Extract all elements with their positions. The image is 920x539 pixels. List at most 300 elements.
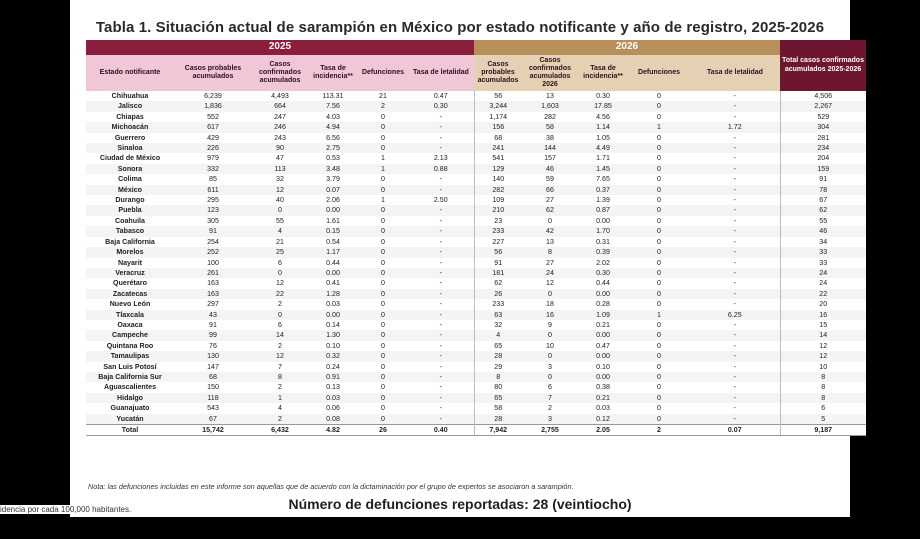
cell-total: 91 <box>780 174 866 184</box>
cell-2026-letalidad: - <box>690 341 780 351</box>
cell-2026-letalidad: - <box>690 133 780 143</box>
cell-total: 6 <box>780 403 866 413</box>
cell-2026-defunciones: 0 <box>628 216 690 226</box>
cell-2025-defunciones: 0 <box>358 268 408 278</box>
cell-2026-confirmados: 3 <box>522 362 578 372</box>
cell-2026-confirmados: 144 <box>522 143 578 153</box>
cell-total: 10 <box>780 362 866 372</box>
cell-2026-letalidad: - <box>690 351 780 361</box>
cell-total: 304 <box>780 122 866 132</box>
cell-2025-probables: 543 <box>174 403 252 413</box>
cell-2026-letalidad: - <box>690 143 780 153</box>
table-row <box>86 101 866 111</box>
cell-2026-probables: 233 <box>474 226 522 236</box>
table-row <box>86 174 866 184</box>
cell-2025-confirmados: 4 <box>252 226 308 236</box>
cell-2026-probables: 68 <box>474 133 522 143</box>
cell-state: Total <box>86 425 174 436</box>
cell-2025-defunciones: 0 <box>358 216 408 226</box>
table-row <box>86 216 866 226</box>
cell-2025-probables: 6,239 <box>174 91 252 101</box>
cell-2025-incidencia: 0.00 <box>308 205 358 215</box>
cell-2026-incidencia: 1.09 <box>578 310 628 320</box>
cell-2025-letalidad: - <box>408 112 474 122</box>
cell-2026-letalidad: - <box>690 185 780 195</box>
cell-2025-probables: 1,836 <box>174 101 252 111</box>
deaths-summary: Número de defunciones reportadas: 28 (veintiocho) <box>288 496 632 512</box>
cell-2025-confirmados: 12 <box>252 351 308 361</box>
cell-2026-letalidad: - <box>690 258 780 268</box>
cell-state: Nayarit <box>86 258 174 268</box>
cell-2025-probables: 130 <box>174 351 252 361</box>
cell-2025-defunciones: 0 <box>358 310 408 320</box>
cell-2026-incidencia: 0.00 <box>578 216 628 226</box>
year-2025-header: 2025 <box>86 40 474 55</box>
cell-state: Guerrero <box>86 133 174 143</box>
cell-2025-letalidad: - <box>408 372 474 382</box>
cell-2026-probables: 227 <box>474 237 522 247</box>
cell-2025-incidencia: 4.94 <box>308 122 358 132</box>
table-row <box>86 351 866 361</box>
cell-2026-probables: 29 <box>474 362 522 372</box>
cell-2025-defunciones: 0 <box>358 372 408 382</box>
cell-state: Coahuila <box>86 216 174 226</box>
cell-2026-defunciones: 0 <box>628 133 690 143</box>
cell-state: Michoacán <box>86 122 174 132</box>
table-row <box>86 310 866 320</box>
table-row <box>86 164 866 174</box>
cell-2025-letalidad: - <box>408 174 474 184</box>
cell-2025-incidencia: 0.06 <box>308 403 358 413</box>
cell-2026-letalidad: - <box>690 101 780 111</box>
table-row <box>86 362 866 372</box>
cell-2026-letalidad: - <box>690 91 780 101</box>
cell-state: Campeche <box>86 330 174 340</box>
cell-2025-probables: 76 <box>174 341 252 351</box>
cell-2026-letalidad: - <box>690 320 780 330</box>
cell-state: Colima <box>86 174 174 184</box>
cell-2026-confirmados: 0 <box>522 372 578 382</box>
cell-2025-letalidad: 2.13 <box>408 153 474 163</box>
cell-state: Veracruz <box>86 268 174 278</box>
cell-2025-defunciones: 0 <box>358 320 408 330</box>
cell-2025-incidencia: 0.14 <box>308 320 358 330</box>
table-row <box>86 195 866 205</box>
table-row <box>86 122 866 132</box>
cell-state: Jalisco <box>86 101 174 111</box>
cell-2025-letalidad: - <box>408 393 474 403</box>
cell-2026-confirmados: 7 <box>522 393 578 403</box>
cell-2025-letalidad: 0.88 <box>408 164 474 174</box>
cell-2025-probables: 305 <box>174 216 252 226</box>
cell-total: 8 <box>780 372 866 382</box>
cell-2025-letalidad: - <box>408 403 474 413</box>
cell-total: 234 <box>780 143 866 153</box>
cell-2025-probables: 611 <box>174 185 252 195</box>
cell-total: 8 <box>780 382 866 392</box>
cell-2025-probables: 118 <box>174 393 252 403</box>
cell-2026-letalidad: - <box>690 237 780 247</box>
cell-2025-letalidad: - <box>408 299 474 309</box>
cell-state: Morelos <box>86 247 174 257</box>
cell-2025-incidencia: 1.17 <box>308 247 358 257</box>
cell-total: 281 <box>780 133 866 143</box>
cell-2026-defunciones: 0 <box>628 351 690 361</box>
table-row <box>86 382 866 392</box>
table-title: Tabla 1. Situación actual de sarampión en México por estado notificante y año de registro, 2025-2026 <box>95 19 825 36</box>
cell-2026-letalidad: - <box>690 205 780 215</box>
cell-2025-incidencia: 0.91 <box>308 372 358 382</box>
cell-2026-defunciones: 0 <box>628 362 690 372</box>
cell-2025-defunciones: 0 <box>358 414 408 425</box>
cell-2026-confirmados: 282 <box>522 112 578 122</box>
cell-2026-incidencia: 0.21 <box>578 320 628 330</box>
cell-2026-defunciones: 0 <box>628 330 690 340</box>
cell-state: Sinaloa <box>86 143 174 153</box>
cell-2025-probables: 254 <box>174 237 252 247</box>
cell-2025-incidencia: 0.53 <box>308 153 358 163</box>
cell-2025-probables: 297 <box>174 299 252 309</box>
cell-2025-incidencia: 6.56 <box>308 133 358 143</box>
cell-2026-confirmados: 66 <box>522 185 578 195</box>
cell-2025-defunciones: 0 <box>358 289 408 299</box>
cell-total: 204 <box>780 153 866 163</box>
cell-2026-incidencia: 1.45 <box>578 164 628 174</box>
cell-2026-letalidad: - <box>690 393 780 403</box>
table-row <box>86 247 866 257</box>
cell-2025-incidencia: 0.54 <box>308 237 358 247</box>
cell-2026-probables: 7,942 <box>474 425 522 436</box>
cell-total: 34 <box>780 237 866 247</box>
cell-2025-letalidad: 2.50 <box>408 195 474 205</box>
cell-2025-defunciones: 0 <box>358 143 408 153</box>
cell-2025-letalidad: 0.47 <box>408 91 474 101</box>
cell-2026-probables: 140 <box>474 174 522 184</box>
cell-2026-probables: 28 <box>474 351 522 361</box>
cell-state: San Luis Potosí <box>86 362 174 372</box>
cell-state: Oaxaca <box>86 320 174 330</box>
cell-2026-confirmados: 0 <box>522 351 578 361</box>
cell-2025-letalidad: - <box>408 237 474 247</box>
cell-state: Ciudad de México <box>86 153 174 163</box>
cell-2026-letalidad: - <box>690 216 780 226</box>
cell-2025-defunciones: 2 <box>358 101 408 111</box>
cell-2025-incidencia: 0.41 <box>308 278 358 288</box>
col-header-2026-incidencia: Tasa de incidencia** <box>578 55 628 91</box>
col-header-2026-confirmados: Casos confirmados acumulados 2026 <box>522 55 578 91</box>
cell-2026-incidencia: 0.31 <box>578 237 628 247</box>
col-header-2026-probables: Casos probables acumulados <box>474 55 522 91</box>
cell-2025-confirmados: 22 <box>252 289 308 299</box>
cell-2026-confirmados: 8 <box>522 247 578 257</box>
cell-2025-letalidad: - <box>408 185 474 195</box>
cell-total: 4,506 <box>780 91 866 101</box>
cell-2026-defunciones: 0 <box>628 185 690 195</box>
cell-state: Chihuahua <box>86 91 174 101</box>
total-confirmed-header: Total casos confirmados acumulados 2025-2026 <box>780 40 866 91</box>
cell-total: 529 <box>780 112 866 122</box>
cell-2025-confirmados: 2 <box>252 341 308 351</box>
cell-2025-probables: 85 <box>174 174 252 184</box>
cell-total: 2,267 <box>780 101 866 111</box>
cell-2026-probables: 56 <box>474 247 522 257</box>
cell-2026-defunciones: 0 <box>628 153 690 163</box>
cell-2026-confirmados: 13 <box>522 91 578 101</box>
cell-2025-incidencia: 0.03 <box>308 393 358 403</box>
cell-2026-letalidad: - <box>690 195 780 205</box>
cell-2025-letalidad: - <box>408 205 474 215</box>
cell-state: México <box>86 185 174 195</box>
cell-2025-probables: 15,742 <box>174 425 252 436</box>
cell-2026-probables: 129 <box>474 164 522 174</box>
cell-2025-defunciones: 0 <box>358 174 408 184</box>
cell-2025-defunciones: 1 <box>358 195 408 205</box>
cell-2026-defunciones: 1 <box>628 122 690 132</box>
cell-2025-incidencia: 2.06 <box>308 195 358 205</box>
cell-2025-probables: 100 <box>174 258 252 268</box>
cell-2025-probables: 43 <box>174 310 252 320</box>
cell-2026-confirmados: 18 <box>522 299 578 309</box>
column-header-row <box>86 55 866 91</box>
table-row <box>86 299 866 309</box>
cell-2026-confirmados: 2,755 <box>522 425 578 436</box>
cell-2026-defunciones: 2 <box>628 425 690 436</box>
cell-2026-incidencia: 7.65 <box>578 174 628 184</box>
table-row <box>86 372 866 382</box>
cell-2026-letalidad: - <box>690 299 780 309</box>
cell-2026-defunciones: 0 <box>628 101 690 111</box>
year-2026-header: 2026 <box>474 40 780 55</box>
cell-2025-letalidad: 0.40 <box>408 425 474 436</box>
cell-2025-incidencia: 1.61 <box>308 216 358 226</box>
cell-total: 22 <box>780 289 866 299</box>
cell-2026-letalidad: - <box>690 372 780 382</box>
col-header-state: Estado notificante <box>86 55 174 91</box>
cell-2026-defunciones: 0 <box>628 382 690 392</box>
cell-2026-confirmados: 3 <box>522 414 578 425</box>
cell-2026-incidencia: 1.05 <box>578 133 628 143</box>
cell-2025-probables: 163 <box>174 278 252 288</box>
cell-2026-confirmados: 0 <box>522 330 578 340</box>
cell-2026-probables: 241 <box>474 143 522 153</box>
cell-2025-probables: 552 <box>174 112 252 122</box>
cell-2026-confirmados: 27 <box>522 195 578 205</box>
cell-2026-letalidad: - <box>690 382 780 392</box>
cell-2026-incidencia: 0.47 <box>578 341 628 351</box>
cell-2025-confirmados: 0 <box>252 310 308 320</box>
cell-2025-incidencia: 0.00 <box>308 268 358 278</box>
cell-2025-confirmados: 0 <box>252 268 308 278</box>
cell-2025-defunciones: 0 <box>358 226 408 236</box>
table-row <box>86 226 866 236</box>
cell-2025-confirmados: 247 <box>252 112 308 122</box>
table-row <box>86 341 866 351</box>
cell-2026-incidencia: 0.00 <box>578 330 628 340</box>
cell-2026-probables: 109 <box>474 195 522 205</box>
cell-2025-incidencia: 2.75 <box>308 143 358 153</box>
table-row <box>86 205 866 215</box>
cell-2026-letalidad: - <box>690 403 780 413</box>
cell-2025-defunciones: 21 <box>358 91 408 101</box>
cell-2026-probables: 26 <box>474 289 522 299</box>
table-row <box>86 278 866 288</box>
cell-2025-defunciones: 0 <box>358 185 408 195</box>
cell-2026-probables: 32 <box>474 320 522 330</box>
cell-2025-letalidad: - <box>408 278 474 288</box>
cell-total: 62 <box>780 205 866 215</box>
cell-2026-incidencia: 17.85 <box>578 101 628 111</box>
table-row <box>86 153 866 163</box>
cell-2025-letalidad: - <box>408 351 474 361</box>
cell-2026-probables: 3,244 <box>474 101 522 111</box>
cell-2026-defunciones: 0 <box>628 403 690 413</box>
cell-2025-letalidad: - <box>408 122 474 132</box>
cell-2026-probables: 541 <box>474 153 522 163</box>
letterbox-bottom <box>0 517 920 539</box>
cell-2025-confirmados: 7 <box>252 362 308 372</box>
cell-2026-incidencia: 0.10 <box>578 362 628 372</box>
cell-2025-defunciones: 26 <box>358 425 408 436</box>
cell-total: 12 <box>780 351 866 361</box>
cell-2025-confirmados: 32 <box>252 174 308 184</box>
cell-2026-probables: 210 <box>474 205 522 215</box>
col-header-2026-defunciones: Defunciones <box>628 55 690 91</box>
cell-2025-letalidad: - <box>408 382 474 392</box>
letterbox-left <box>0 0 70 539</box>
cell-2025-letalidad: - <box>408 133 474 143</box>
cell-2025-incidencia: 0.08 <box>308 414 358 425</box>
cell-2025-defunciones: 0 <box>358 278 408 288</box>
cell-2025-confirmados: 243 <box>252 133 308 143</box>
cell-2025-letalidad: - <box>408 362 474 372</box>
cell-state: Puebla <box>86 205 174 215</box>
cell-2025-letalidad: - <box>408 216 474 226</box>
cell-2026-confirmados: 59 <box>522 174 578 184</box>
cell-2026-incidencia: 4.56 <box>578 112 628 122</box>
cell-2026-letalidad: - <box>690 278 780 288</box>
cell-state: Durango <box>86 195 174 205</box>
cell-total: 24 <box>780 268 866 278</box>
cell-total: 9,187 <box>780 425 866 436</box>
cell-2025-letalidad: - <box>408 247 474 257</box>
cell-2025-letalidad: - <box>408 143 474 153</box>
cell-2026-confirmados: 1,603 <box>522 101 578 111</box>
cell-2026-confirmados: 24 <box>522 268 578 278</box>
col-header-2025-confirmados: Casos confirmados acumulados <box>252 55 308 91</box>
cell-2026-incidencia: 1.70 <box>578 226 628 236</box>
cell-2026-letalidad: - <box>690 226 780 236</box>
cell-2026-defunciones: 0 <box>628 226 690 236</box>
cell-2025-probables: 91 <box>174 226 252 236</box>
cell-state: Tamaulipas <box>86 351 174 361</box>
cell-2026-probables: 65 <box>474 393 522 403</box>
cell-2026-defunciones: 1 <box>628 310 690 320</box>
cell-2025-incidencia: 0.15 <box>308 226 358 236</box>
cell-2026-incidencia: 0.21 <box>578 393 628 403</box>
footnote-deaths-definition: Nota: las defunciones incluidas en este informe son aquellas que de acuerdo con la dictaminación por el grupo de expertos se asociaron a sarampión. <box>88 482 574 491</box>
cell-2025-defunciones: 1 <box>358 164 408 174</box>
cell-state: Hidalgo <box>86 393 174 403</box>
cell-2026-incidencia: 0.30 <box>578 268 628 278</box>
cell-2026-defunciones: 0 <box>628 237 690 247</box>
cell-2025-confirmados: 2 <box>252 299 308 309</box>
cell-2026-probables: 91 <box>474 258 522 268</box>
cell-2026-probables: 282 <box>474 185 522 195</box>
cell-2025-defunciones: 0 <box>358 403 408 413</box>
cell-2025-confirmados: 14 <box>252 330 308 340</box>
cell-total: 12 <box>780 341 866 351</box>
cell-2025-confirmados: 21 <box>252 237 308 247</box>
cell-2025-defunciones: 0 <box>358 299 408 309</box>
cell-2025-defunciones: 0 <box>358 112 408 122</box>
cell-2025-incidencia: 3.79 <box>308 174 358 184</box>
cell-state: Nuevo León <box>86 299 174 309</box>
cell-2025-defunciones: 0 <box>358 247 408 257</box>
cell-2026-letalidad: 0.07 <box>690 425 780 436</box>
cell-2026-confirmados: 157 <box>522 153 578 163</box>
cell-state: Zacatecas <box>86 289 174 299</box>
cell-2025-confirmados: 6,432 <box>252 425 308 436</box>
cell-2025-probables: 99 <box>174 330 252 340</box>
cell-2025-letalidad: - <box>408 320 474 330</box>
table-row <box>86 133 866 143</box>
cell-2025-confirmados: 0 <box>252 205 308 215</box>
col-header-2025-incidencia: Tasa de incidencia** <box>308 55 358 91</box>
cell-total: 33 <box>780 258 866 268</box>
cell-2026-confirmados: 16 <box>522 310 578 320</box>
cell-2026-letalidad: 6.25 <box>690 310 780 320</box>
cell-2026-letalidad: - <box>690 289 780 299</box>
table-row <box>86 258 866 268</box>
cell-2026-defunciones: 0 <box>628 143 690 153</box>
cell-2025-probables: 295 <box>174 195 252 205</box>
cell-2025-defunciones: 0 <box>358 205 408 215</box>
footnote-incidence: idencia por cada 100,000 habitantes. <box>0 505 135 514</box>
col-header-2026-letalidad: Tasa de letalidad <box>690 55 780 91</box>
cell-2025-confirmados: 12 <box>252 185 308 195</box>
measles-table-container <box>86 40 866 436</box>
cell-2026-probables: 56 <box>474 91 522 101</box>
cell-2025-probables: 150 <box>174 382 252 392</box>
cell-2026-probables: 1,174 <box>474 112 522 122</box>
table-row <box>86 320 866 330</box>
cell-2025-probables: 979 <box>174 153 252 163</box>
cell-2025-incidencia: 0.44 <box>308 258 358 268</box>
cell-state: Querétaro <box>86 278 174 288</box>
cell-2026-defunciones: 0 <box>628 278 690 288</box>
cell-total: 78 <box>780 185 866 195</box>
cell-2026-letalidad: - <box>690 362 780 372</box>
cell-2025-defunciones: 0 <box>358 341 408 351</box>
cell-2025-letalidad: - <box>408 258 474 268</box>
table-row <box>86 330 866 340</box>
cell-2025-incidencia: 0.13 <box>308 382 358 392</box>
table-row <box>86 185 866 195</box>
cell-2025-incidencia: 0.32 <box>308 351 358 361</box>
cell-state: Yucatán <box>86 414 174 425</box>
cell-2025-confirmados: 4 <box>252 403 308 413</box>
cell-2025-incidencia: 0.00 <box>308 310 358 320</box>
cell-2025-incidencia: 0.24 <box>308 362 358 372</box>
cell-2025-confirmados: 113 <box>252 164 308 174</box>
cell-2026-incidencia: 0.00 <box>578 351 628 361</box>
cell-2026-probables: 23 <box>474 216 522 226</box>
cell-2026-letalidad: - <box>690 268 780 278</box>
table-row <box>86 403 866 413</box>
cell-total: 24 <box>780 278 866 288</box>
cell-2026-probables: 233 <box>474 299 522 309</box>
cell-total: 16 <box>780 310 866 320</box>
